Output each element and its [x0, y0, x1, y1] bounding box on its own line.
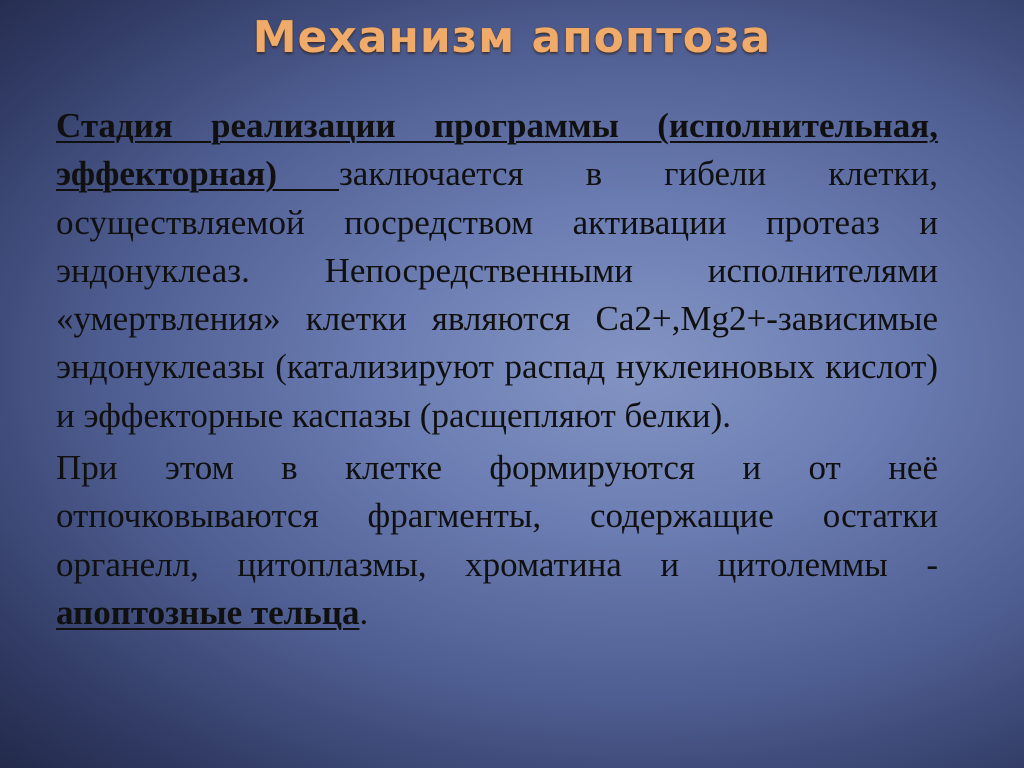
- paragraph-effector-stage-text: заключается в гибели клетки, осуществляемой посредством активации протеаз и эндонуклеаз. Непосредственными исполнителями «умертвления» клетки являются Ca2+,Mg2+-зависимые эндонуклеазы (катализируют распад нуклеиновых кислот) и эффекторные каспазы (расщепляют белки).: [56, 154, 939, 435]
- paragraph-apoptotic-bodies: [56, 444, 938, 637]
- slide-title: Механизм апоптоза: [252, 12, 772, 63]
- term-effector-stage: Стадия реализации программы (исполнительная, эффекторная): [56, 106, 938, 194]
- term-apoptotic-bodies: апоптозные тельца: [56, 592, 360, 632]
- paragraph-end-mark: .: [359, 592, 369, 632]
- slide-body: [56, 102, 938, 637]
- paragraph-apoptotic-bodies-text: При этом в клетке формируются и от неё отпочковываются фрагменты, содержащие остатки органелл, цитоплазмы, хроматина и цитолеммы -: [56, 448, 938, 584]
- paragraph-effector-stage: [56, 102, 938, 440]
- underlined-gap: [277, 154, 339, 193]
